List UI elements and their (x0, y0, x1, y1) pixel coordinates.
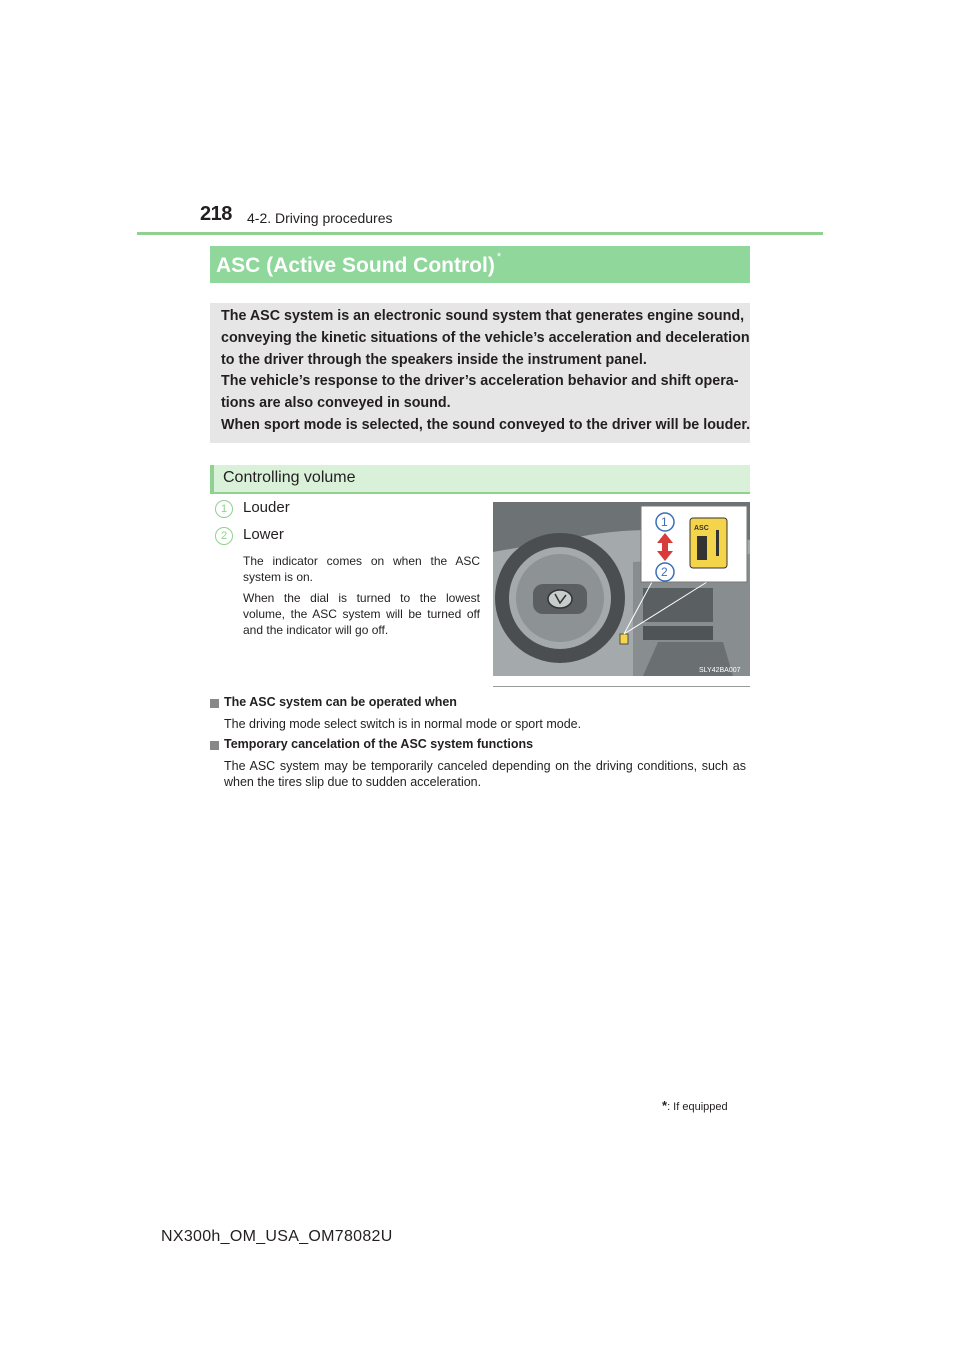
bullet-heading: Temporary cancelation of the ASC system functions (224, 737, 534, 751)
section-label: 4-2. Driving procedures (247, 210, 393, 226)
item-number-2: 2 (215, 527, 233, 545)
intro-line: tions are also conveyed in sound. (221, 395, 451, 411)
footnote-text: : If equipped (667, 1101, 728, 1113)
intro-line: When sport mode is selected, the sound conveyed to the driver will be louder. (221, 417, 751, 433)
bullet-text: The ASC system may be temporarily canceled depending on the driving conditions, such as when the tires slip due to sudden acceleration. (224, 759, 746, 789)
header-rule (137, 232, 823, 235)
intro-line: The vehicle’s response to the driver’s acceleration behavior and shift opera- (221, 373, 739, 389)
item-label-lower: Lower (243, 526, 284, 543)
note-lowest-volume: When the dial is turned to the lowest volume, the ASC system will be turned off and the indicator will go off. (243, 591, 480, 637)
subheading-accent (210, 465, 214, 494)
figure-code: SLY42BA007 (699, 667, 741, 674)
page-number: 218 (200, 203, 232, 225)
bullet-square (210, 741, 219, 750)
callout-1: 1 (661, 515, 668, 529)
dashboard-illustration-svg (493, 502, 750, 676)
footnote (662, 1098, 728, 1113)
footnote-star: * (662, 1098, 668, 1113)
item-number-1: 1 (215, 500, 233, 518)
asc-switch-label: ASC (694, 525, 709, 532)
bullet-heading: The ASC system can be operated when (224, 695, 457, 709)
dashboard-illustration (493, 502, 750, 676)
if-equipped-marker: * (496, 251, 502, 263)
footer-doc-id: NX300h_OM_USA_OM78082U (161, 1228, 393, 1245)
note-indicator-on: The indicator comes on when the ASC system is on. (243, 554, 480, 584)
intro-line: to the driver through the speakers inside the instrument panel. (221, 352, 647, 368)
bullet-square (210, 699, 219, 708)
callout-2: 2 (661, 565, 668, 579)
subheading-title: Controlling volume (223, 469, 356, 486)
item-label-louder: Louder (243, 499, 290, 516)
page-title-text: ASC (Active Sound Control) (216, 254, 495, 277)
intro-line: The ASC system is an electronic sound system that generates engine sound, (221, 308, 745, 324)
page-title (216, 251, 501, 278)
intro-line: conveying the kinetic situations of the vehicle’s acceleration and deceleration (221, 330, 750, 346)
figure-rule (493, 686, 750, 687)
bullet-text: The driving mode select switch is in normal mode or sport mode. (224, 717, 582, 731)
